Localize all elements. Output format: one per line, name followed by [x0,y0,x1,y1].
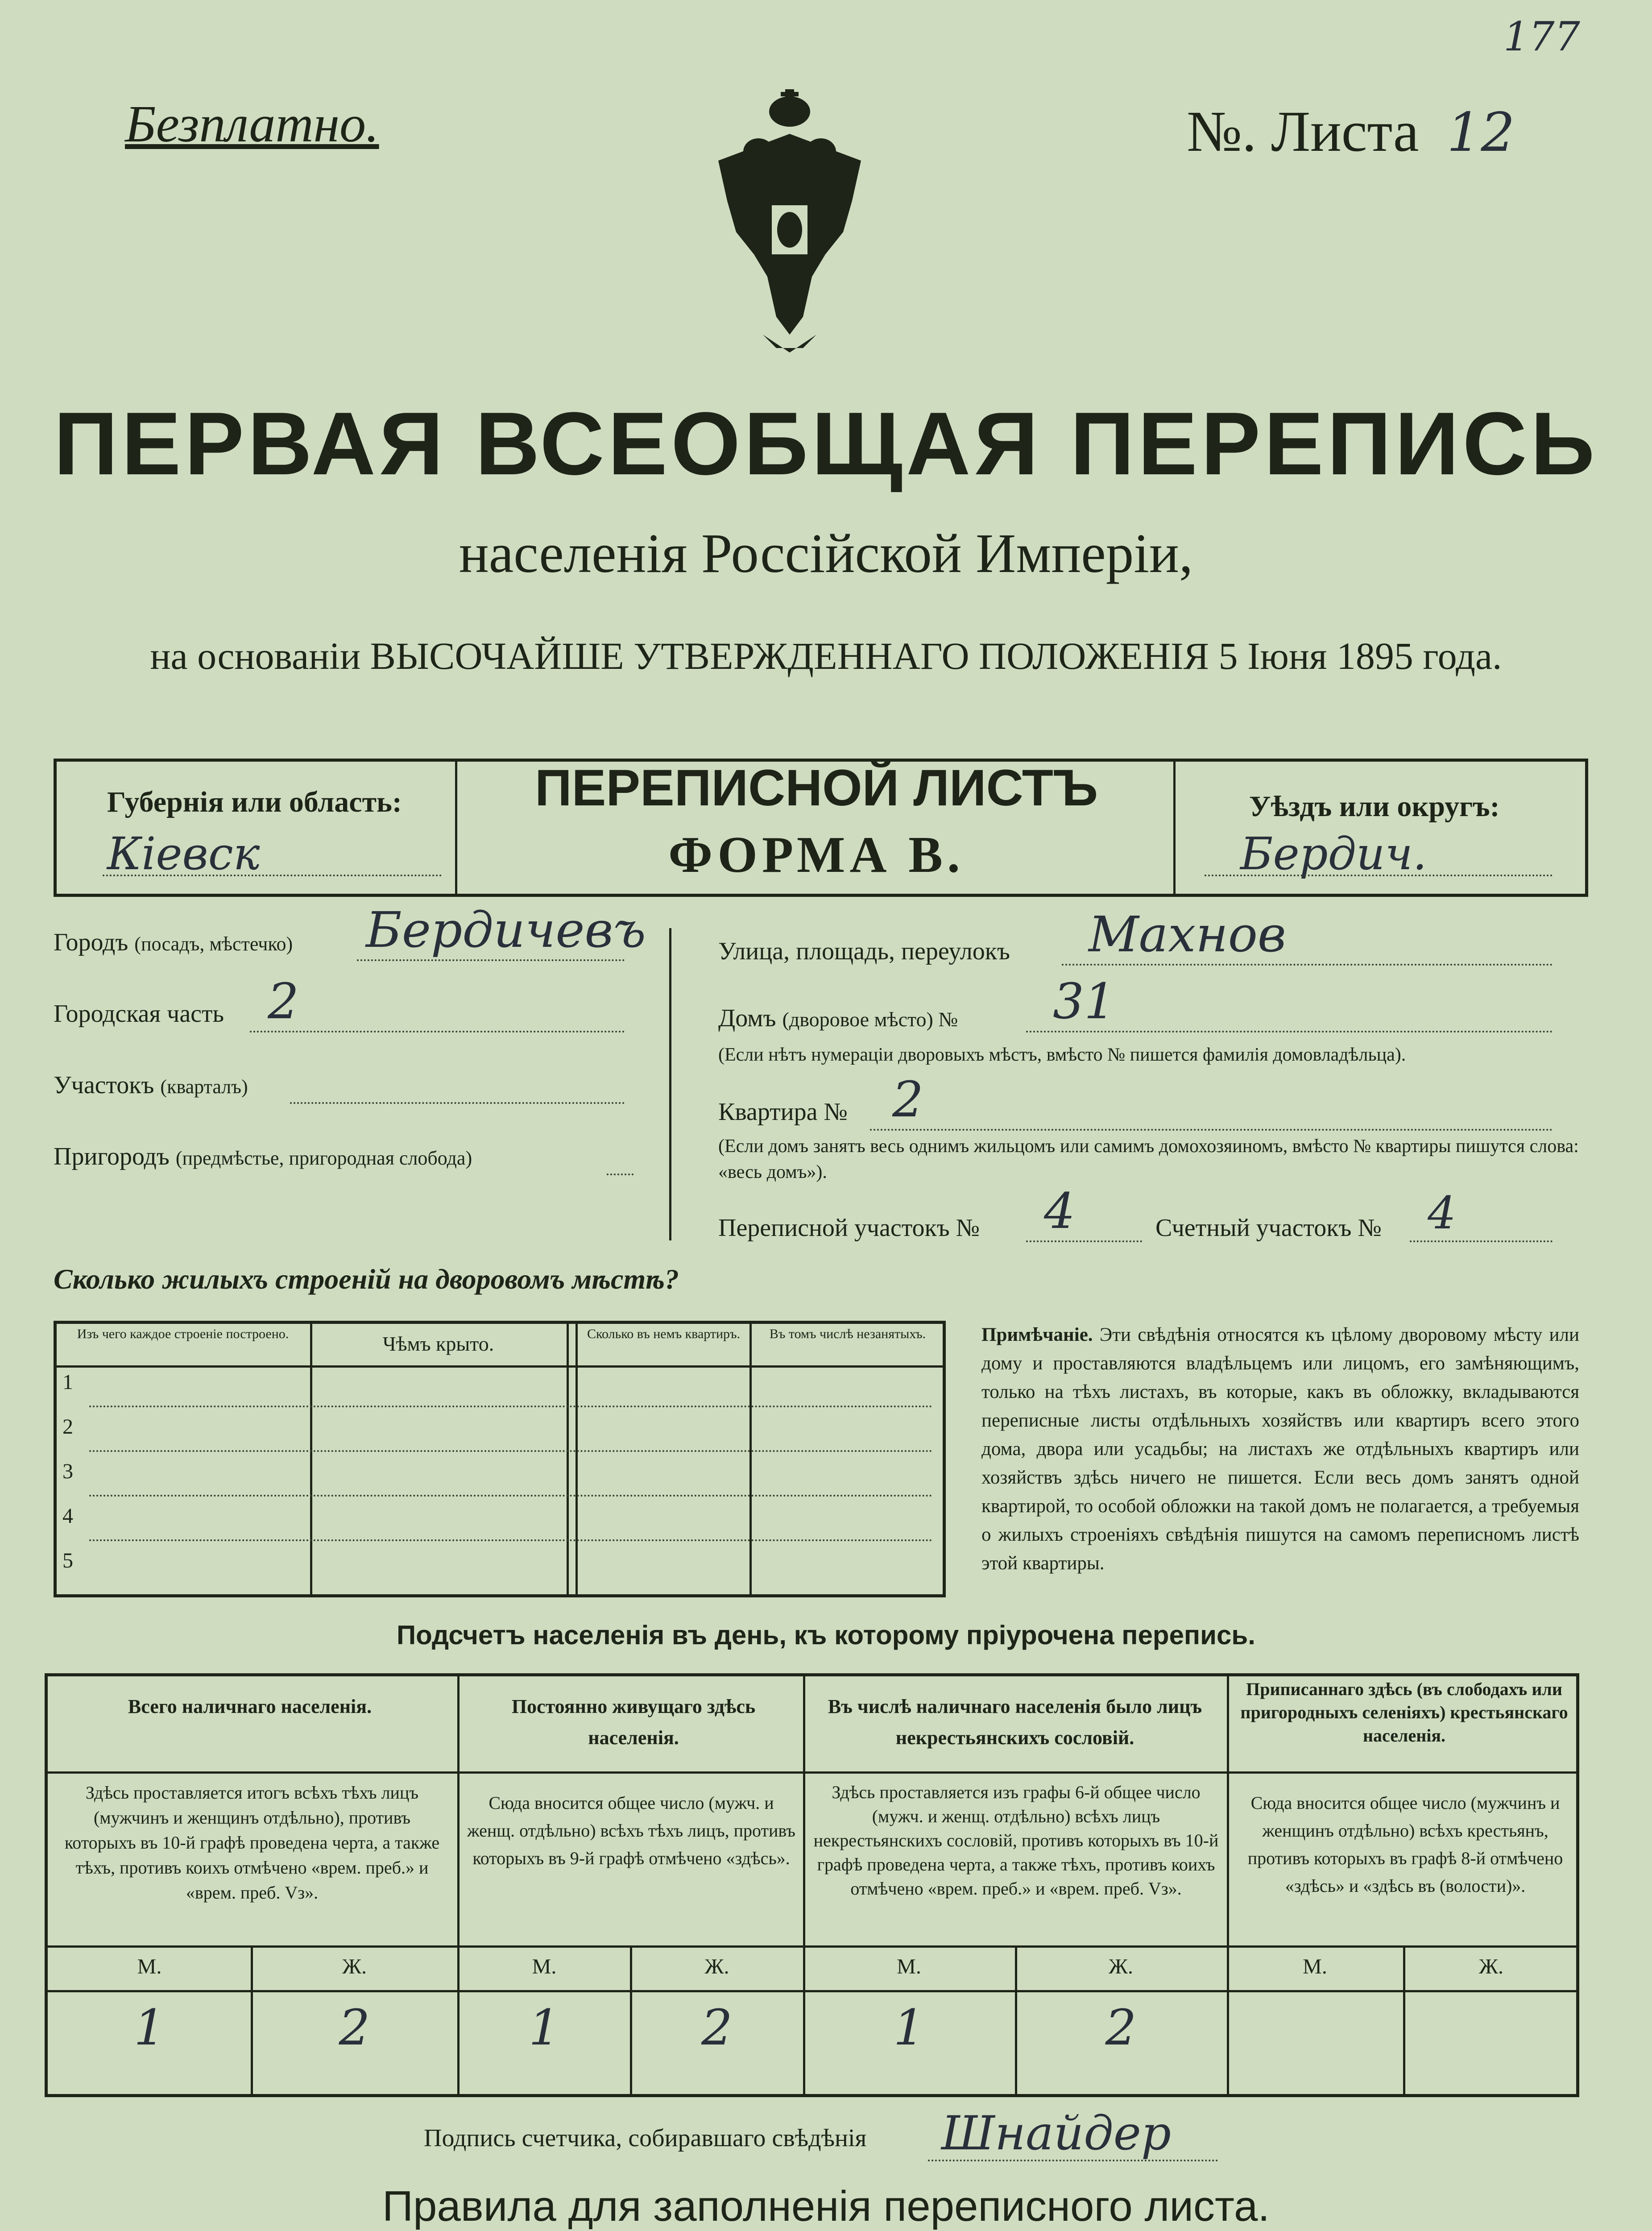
pop-col-2-m-label: М. [532,1955,557,1978]
suburb-label: Пригородъ [54,1143,170,1170]
street-value: Махнов [1089,906,1286,963]
form-name: ФОРМА В. [668,826,965,883]
buildings-col-apartments: Сколько въ немъ квартиръ. [587,1327,741,1341]
city-value: Бердичевъ [366,901,646,958]
signature-label: Подпись счетчика, собиравшаго свѣдѣнія [424,2124,867,2152]
house-value: 31 [1053,973,1115,1030]
pop-col-4-f-label: Ж. [1478,1955,1503,1978]
gubernia-label: Губернія или область: [107,786,402,818]
pop-col-2-head: Постоянно живущаго здѣсь населенія. [511,1696,756,1749]
sheet-number-label [1187,98,1515,165]
census-area-value: 4 [1044,1182,1075,1240]
apt-hint: (Если домъ занятъ весь однимъ жильцомъ или самимъ домохозяиномъ, вмѣсто № квартиры пишутся слова: «весь домъ»). [718,1136,1579,1182]
signature-value: Шнайдер [941,2106,1172,2161]
part-label: Городская часть [54,1000,224,1028]
pop-col-1-head: Всего наличнаго населенія. [128,1696,372,1717]
pop-col-2-m-value: 1 [529,1999,560,2056]
double-headed-eagle-emblem [709,85,870,361]
pop-col-1-desc: Здѣсь проставляется итогъ всѣхъ тѣхъ лицъ (мужчинъ и женщинъ отдѣльно), противъ которыхъ въ 10-й графѣ проведена черта, а также тѣхъ, противъ коихъ отмѣчено «врем. преб.» и «врем. преб. Vз». [64,1783,440,1903]
pop-col-1-f-label: Ж. [342,1955,367,1978]
pop-col-1-f-value: 2 [339,1999,370,2056]
sheet-number-value: 12 [1447,102,1515,164]
free-label: Безплатно. [125,95,379,153]
buildings-row-2: 2 [62,1415,73,1439]
subtitle: населенія Россійской Имперіи, [459,523,1193,585]
pop-col-2-desc: Сюда вносится общее число (мужч. и женщ. отдѣльно) всѣхъ тѣхъ лицъ, противъ которыхъ въ 9-й графѣ отмѣчено «здѣсь». [467,1793,795,1868]
buildings-note [981,1321,1579,1578]
main-title: ПЕРВАЯ ВСЕОБЩАЯ ПЕРЕПИСЬ [54,394,1598,493]
suburb-note: (предмѣстье, пригородная слобода) [175,1147,472,1169]
precinct-note: (кварталъ) [160,1076,248,1098]
pop-col-3-m-value: 1 [893,1999,925,2056]
address-divider [669,928,671,1240]
house-hint: (Если нѣтъ нумераціи дворовыхъ мѣстъ, вмѣсто № пишется фамилія домовладѣльца). [718,1045,1406,1065]
uezd-label: Уѣздъ или округъ: [1249,790,1500,823]
city-label: Городъ [54,929,128,956]
apt-label: Квартира № [718,1098,848,1126]
city-row [54,928,293,957]
census-area-label: Переписной участокъ № [718,1214,980,1242]
precinct-row [54,1071,248,1099]
count-area-label: Счетный участокъ № [1155,1214,1382,1242]
form-title: ПЕРЕПИСНОЙ ЛИСТЪ [534,759,1098,817]
buildings-note-title: Примѣчаніе. [981,1324,1093,1345]
pop-col-3-head: Въ числѣ наличнаго населенія было лицъ некрестьянскихъ сословій. [828,1696,1202,1749]
sheet-number-label-text: №. Листа [1187,100,1419,164]
suburb-row [54,1142,472,1171]
population-title: Подсчетъ населенія въ день, къ которому пріурочена перепись. [397,1620,1255,1650]
rules-title: Правила для заполненія переписного листа. [382,2182,1270,2230]
apt-value: 2 [892,1071,923,1128]
pop-col-3-desc: Здѣсь проставляется изъ графы 6-й общее число (мужч. и женщ. отдѣльно) всѣхъ лицъ некрестьянскихъ сословій, противъ которыхъ въ 10-й графѣ проведена черта, а также тѣхъ, противъ коихъ отмѣчено «врем. преб.» и «врем. преб. Vз». [813,1782,1219,1899]
city-note: (посадъ, мѣстечко) [134,933,293,955]
buildings-col-vacant: Въ томъ числѣ незанятыхъ. [769,1327,926,1341]
uezd-value: Бердич. [1240,828,1427,880]
buildings-col-material: Изъ чего каждое строеніе построено. [77,1327,289,1341]
house-row [718,1004,958,1033]
buildings-note-text: Эти свѣдѣнія относятся къ цѣлому дворовому мѣсту или дому и проставляются владѣльцемъ или лицомъ, его замѣняющимъ, только на тѣхъ листахъ, въ которые, какъ въ обложку, вкладываются переписные листы отдѣльныхъ хозяйствъ или квартиръ всего этого дома, двора или усадьбы; на листахъ же отдѣльныхъ квартиръ или хозяйствъ здѣсь ничего не пишется. Если весь домъ занятъ одной квартирой, то особой обложки на такой домъ не полагается, а требуемыя о жилыхъ строеніяхъ свѣдѣнія пишутся на самомъ переписномъ листѣ этой квартиры. [981,1324,1579,1574]
buildings-row-1: 1 [62,1370,73,1394]
pop-col-3-f-value: 2 [1105,1999,1137,2056]
house-label: Домъ [718,1004,776,1032]
pop-col-1-m-value: 1 [134,1999,165,2056]
buildings-row-4: 4 [62,1504,73,1528]
count-area-value: 4 [1428,1187,1456,1239]
pop-col-1-m-label: М. [137,1955,162,1978]
pop-col-4-m-label: М. [1303,1955,1327,1978]
pop-col-4-desc: Сюда вносится общее число (мужчинъ и женщинъ отдѣльно) всѣхъ крестьянъ, противъ которыхъ въ графѣ 8-й отмѣчено «здѣсь» и «здѣсь въ (волости)». [1247,1793,1563,1896]
buildings-question: Сколько жилыхъ строеній на дворовомъ мѣстѣ? [54,1263,679,1295]
pop-col-3-f-label: Ж. [1108,1955,1133,1978]
gubernia-value: Кіевск [107,828,260,880]
buildings-table [54,1321,946,1597]
pop-col-2-f-value: 2 [701,1999,733,2056]
pop-col-4-head: Приписаннаго здѣсь (въ слободахъ или пригородныхъ селеніяхъ) крестьянскаго населенія. [1240,1679,1568,1746]
pop-col-2-f-label: Ж. [704,1955,729,1978]
street-label: Улица, площадь, переулокъ [718,937,1010,965]
house-note: (дворовое мѣсто) № [782,1008,958,1031]
pop-col-3-m-label: М. [897,1955,921,1978]
basis-line: на основаніи ВЫСОЧАЙШЕ УТВЕРЖДЕННАГО ПОЛОЖЕНІЯ 5 Іюня 1895 года. [150,634,1502,677]
buildings-col-roof: Чѣмъ крыто. [382,1332,494,1355]
precinct-label: Участокъ [54,1071,154,1099]
buildings-row-3: 3 [62,1460,73,1483]
page-number: 177 [1503,13,1580,60]
part-value: 2 [268,973,299,1030]
buildings-row-5: 5 [62,1549,73,1572]
